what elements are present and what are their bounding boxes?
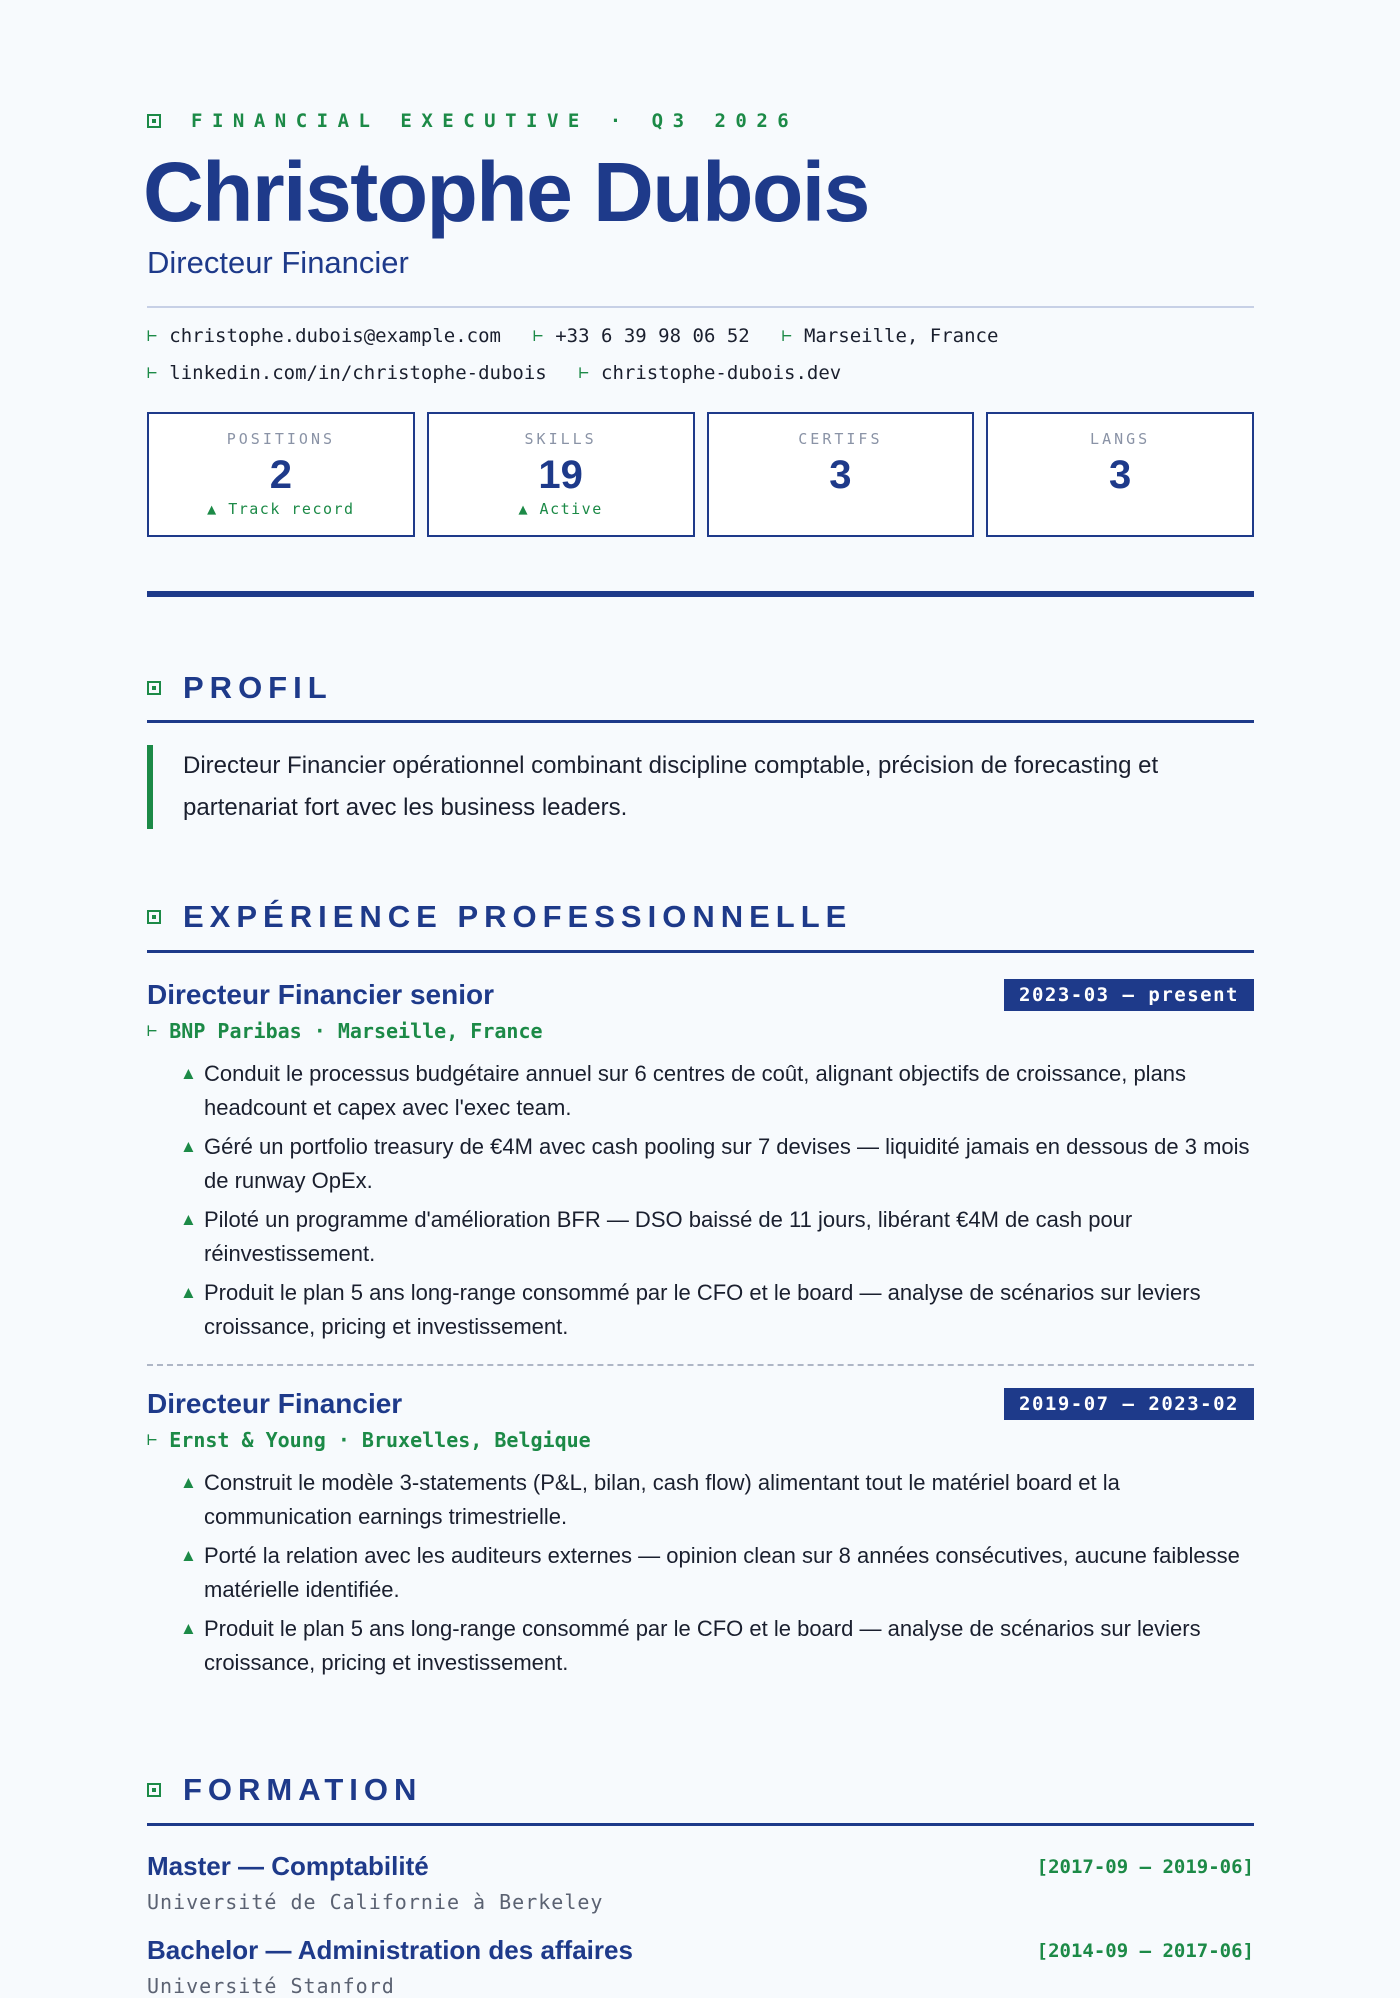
education-school: Université Stanford bbox=[147, 1974, 395, 1998]
list-item bbox=[147, 1203, 1254, 1271]
contact-linkedin-text: linkedin.com/in/christophe-dubois bbox=[169, 362, 547, 384]
eyebrow-text: FINANCIAL EXECUTIVE · Q3 2026 bbox=[191, 110, 799, 132]
education-dates: [2014-09 – 2017-06] bbox=[1036, 1939, 1254, 1962]
job-dates-badge: 2019-07 — 2023-02 bbox=[1004, 1388, 1254, 1420]
stat-sub: ▲ Active bbox=[518, 500, 603, 518]
job-org-text: BNP Paribas · Marseille, France bbox=[169, 1019, 543, 1043]
tee-icon: ⊢ bbox=[781, 326, 792, 346]
education-entry bbox=[147, 1851, 1254, 1914]
candidate-title: Directeur Financier bbox=[147, 245, 409, 280]
header-divider bbox=[147, 306, 1254, 308]
section-experience-heading bbox=[147, 899, 1254, 935]
job-role: Directeur Financier bbox=[147, 1388, 403, 1419]
bullet-text: Produit le plan 5 ans long-range consommé par le CFO et le board — analyse de scénarios sur leviers croissance, pricing et investissement. bbox=[204, 1616, 1201, 1675]
contact-row-1 bbox=[147, 325, 1030, 347]
tee-icon: ⊢ bbox=[532, 326, 544, 346]
job-role: Directeur Financier senior bbox=[147, 979, 495, 1010]
contact-email-text: christophe.dubois@example.com bbox=[169, 325, 501, 347]
stat-value: 19 bbox=[538, 453, 583, 497]
list-item bbox=[147, 1539, 1254, 1607]
list-item bbox=[147, 1130, 1254, 1198]
triangle-bullet-icon: ▲ bbox=[180, 1619, 197, 1638]
triangle-bullet-icon: ▲ bbox=[180, 1137, 197, 1156]
contact-row-2 bbox=[147, 362, 873, 384]
triangle-bullet-icon: ▲ bbox=[180, 1283, 197, 1302]
job-dates-badge: 2023-03 — present bbox=[1004, 979, 1254, 1011]
job-bullets bbox=[147, 1466, 1254, 1680]
section-divider bbox=[147, 950, 1254, 953]
job-organization bbox=[147, 1019, 1254, 1043]
section-title: PROFIL bbox=[183, 670, 333, 705]
stat-label: LANGS bbox=[1090, 430, 1151, 448]
contact-website[interactable] bbox=[579, 362, 841, 384]
stat-sub: ▲ Track record bbox=[207, 500, 355, 518]
candidate-name: Christophe Dubois bbox=[143, 145, 869, 239]
education-dates: [2017-09 – 2019-06] bbox=[1036, 1855, 1254, 1878]
stat-label: CERTIFS bbox=[798, 430, 883, 448]
triangle-bullet-icon: ▲ bbox=[180, 1473, 197, 1492]
list-item bbox=[147, 1466, 1254, 1534]
tee-icon: ⊢ bbox=[147, 1430, 158, 1450]
square-bullet-icon bbox=[147, 681, 161, 695]
job-entry bbox=[147, 979, 1254, 1349]
education-degree: Bachelor — Administration des affaires bbox=[147, 1935, 633, 1965]
stat-value: 2 bbox=[269, 453, 292, 497]
contact-location bbox=[782, 325, 999, 347]
contact-phone[interactable] bbox=[533, 325, 750, 347]
section-profile-heading bbox=[147, 670, 1254, 706]
list-item bbox=[147, 1612, 1254, 1680]
stat-value: 3 bbox=[829, 453, 852, 497]
triangle-bullet-icon: ▲ bbox=[180, 1064, 197, 1083]
bullet-text: Porté la relation avec les auditeurs externes — opinion clean sur 8 années consécutives, aucune faiblesse matérielle identifiée. bbox=[204, 1543, 1240, 1602]
bullet-text: Produit le plan 5 ans long-range consommé par le CFO et le board — analyse de scénarios sur leviers croissance, pricing et investissement. bbox=[204, 1280, 1201, 1339]
triangle-bullet-icon: ▲ bbox=[180, 1210, 197, 1229]
education-entry bbox=[147, 1935, 1254, 1998]
square-bullet-icon bbox=[147, 1783, 161, 1797]
job-bullets bbox=[147, 1057, 1254, 1344]
section-education-heading bbox=[147, 1772, 1254, 1808]
list-item bbox=[147, 1276, 1254, 1344]
stat-langs bbox=[986, 412, 1254, 537]
tee-icon: ⊢ bbox=[578, 363, 589, 383]
job-org-text: Ernst & Young · Bruxelles, Belgique bbox=[169, 1428, 591, 1452]
contact-linkedin[interactable] bbox=[147, 362, 547, 384]
stat-value: 3 bbox=[1109, 453, 1132, 497]
stat-positions bbox=[147, 412, 415, 537]
contact-website-text: christophe-dubois.dev bbox=[601, 362, 842, 384]
stats-row bbox=[147, 412, 1254, 537]
contact-phone-text: +33 6 39 98 06 52 bbox=[555, 325, 750, 347]
education-degree: Master — Comptabilité bbox=[147, 1851, 429, 1881]
square-bullet-icon bbox=[147, 910, 161, 924]
job-organization bbox=[147, 1428, 1254, 1452]
bullet-text: Construit le modèle 3-statements (P&L, bilan, cash flow) alimentant tout le matériel board et la communication earnings trimestrielle. bbox=[204, 1470, 1120, 1529]
tee-icon: ⊢ bbox=[147, 326, 158, 346]
square-bullet-icon bbox=[147, 114, 161, 128]
profile-summary: Directeur Financier opérationnel combinant discipline comptable, précision de forecasting et partenariat fort avec les business leaders. bbox=[147, 745, 1254, 829]
section-divider bbox=[147, 1823, 1254, 1826]
section-title: FORMATION bbox=[183, 1772, 423, 1807]
bullet-text: Piloté un programme d'amélioration BFR — DSO baissé de 11 jours, libérant €4M de cash pour réinvestissement. bbox=[204, 1207, 1133, 1266]
stat-skills bbox=[427, 412, 695, 537]
contact-email[interactable] bbox=[147, 325, 501, 347]
stat-label: SKILLS bbox=[524, 430, 597, 448]
header-thick-divider bbox=[147, 591, 1254, 597]
eyebrow bbox=[147, 110, 798, 132]
job-divider bbox=[147, 1364, 1254, 1366]
tee-icon: ⊢ bbox=[147, 1021, 158, 1041]
job-entry bbox=[147, 1388, 1254, 1685]
list-item bbox=[147, 1057, 1254, 1125]
tee-icon: ⊢ bbox=[147, 363, 158, 383]
stat-label: POSITIONS bbox=[226, 430, 336, 448]
triangle-bullet-icon: ▲ bbox=[180, 1546, 197, 1565]
bullet-text: Géré un portfolio treasury de €4M avec cash pooling sur 7 devises — liquidité jamais en dessous de 3 mois de runway OpEx. bbox=[204, 1134, 1250, 1193]
contact-location-text: Marseille, France bbox=[803, 325, 999, 347]
education-school: Université de Californie à Berkeley bbox=[147, 1890, 604, 1914]
section-divider bbox=[147, 720, 1254, 723]
bullet-text: Conduit le processus budgétaire annuel sur 6 centres de coût, alignant objectifs de croissance, plans headcount et capex avec l'exec team. bbox=[204, 1061, 1187, 1120]
section-title: EXPÉRIENCE PROFESSIONNELLE bbox=[183, 899, 853, 934]
stat-certifs bbox=[707, 412, 975, 537]
